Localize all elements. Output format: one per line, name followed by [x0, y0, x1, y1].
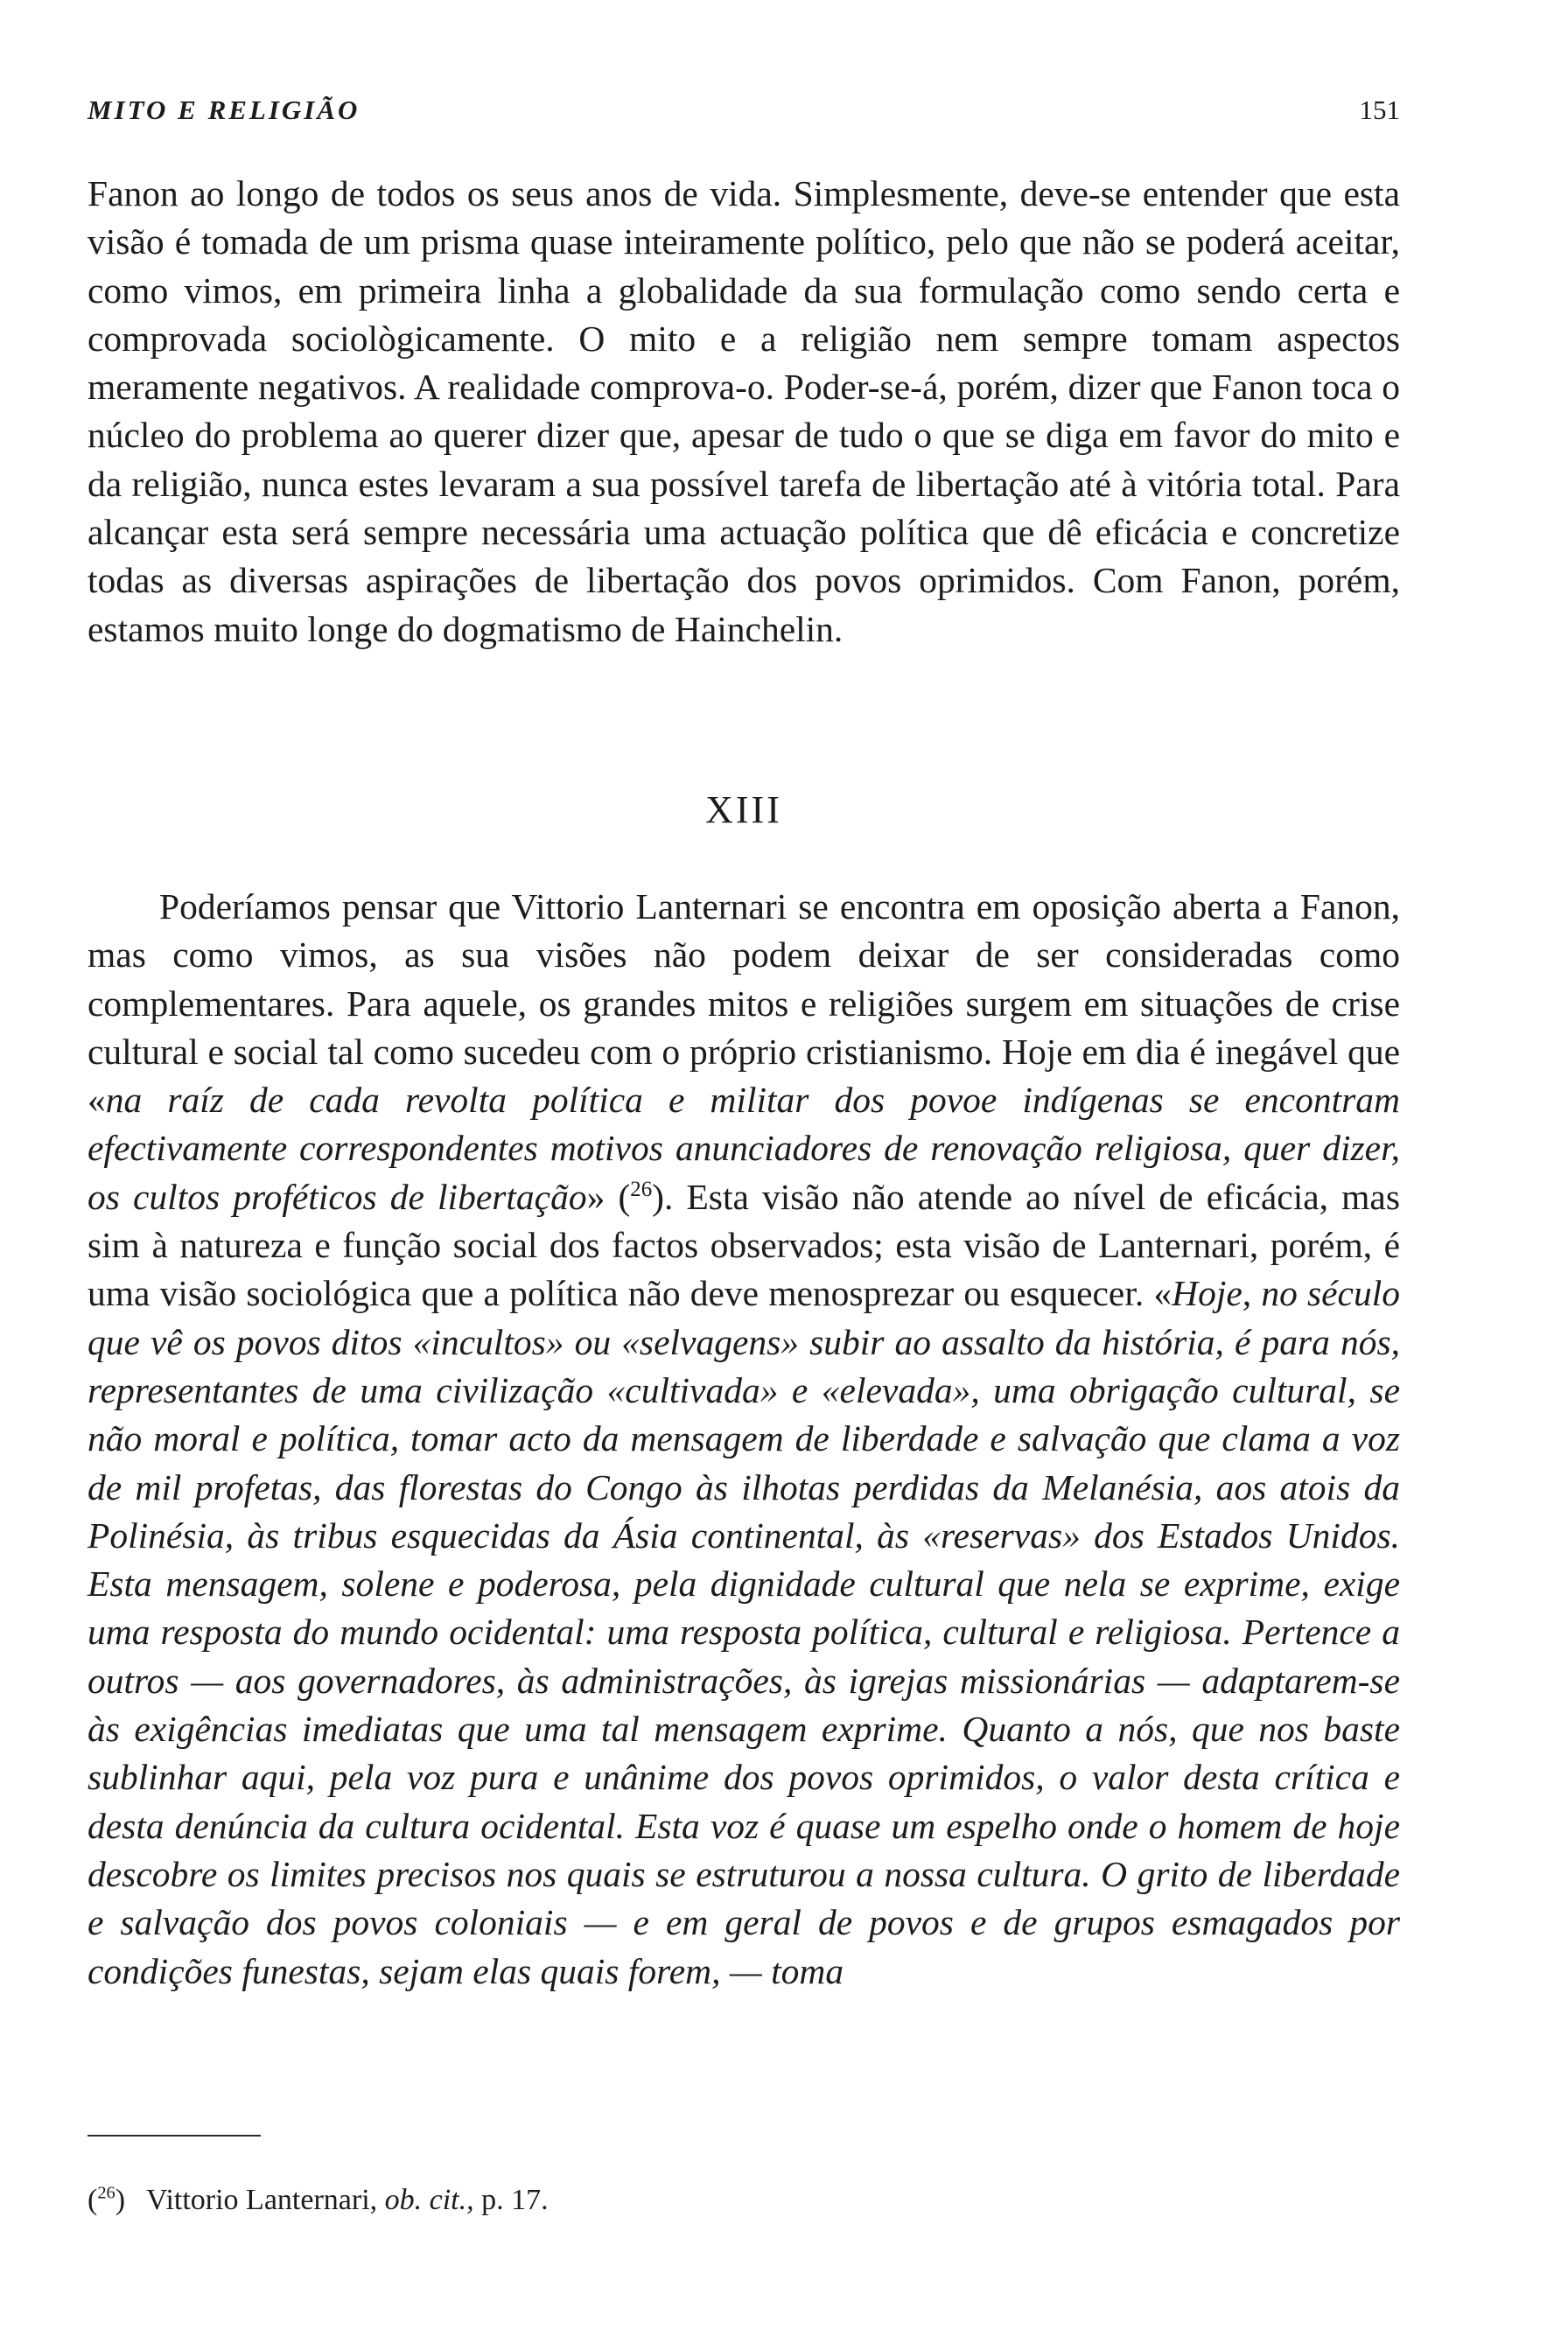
section-heading: XIII [705, 788, 782, 831]
paragraph-intro: Poderíamos pensar que Vittorio Lanternari se encontra em oposição aberta a Fanon, mas como vimos, as sua visões não podem deixar de ser consideradas como complementares. Para aquele, os grandes mitos e religiões surgem em situações de crise cultural e social tal como sucedeu com o próprio cristianismo. Hoje em dia é inegável que « [88, 886, 1400, 1121]
footnote-author: Vittorio Lanternari, [145, 2184, 378, 2216]
quotation-2: Hoje, no século que vê os povos ditos «incultos» ou «selvagens» subir ao assalto da história, é para nós, representantes de uma civilização «cultivada» e «elevada», uma obrigação cultural, se não moral e política, tomar acto da mensagem de liberdade e salvação que clama a voz de mil profetas, das florestas do Congo às ilhotas perdidas da Melanésia, aos atois da Polinésia, às tribus esquecidas da Ásia continental, às «reservas» dos Estados Unidos. Esta mensagem, solene e poderosa, pela dignidade cultural que nela se exprime, exige uma resposta do mundo ocidental: uma resposta política, cultural e religiosa. Pertence a outros — aos governadores, às administrações, às igrejas missionárias — adaptarem-se às exigências imediatas que uma tal mensagem exprime. Quanto a nós, que nos baste sublinhar aqui, pela voz pura e unânime dos povos oprimidos, o valor desta crítica e desta denúncia da cultura ocidental. Esta voz é quase um espelho onde o homem de hoje descobre os limites precisos nos quais se estruturou a nossa cultura. O grito de liberdade e salvação dos povos coloniais — e em geral de povos e de grupos esmagados por condições funestas, sejam elas quais forem, — toma [88, 1273, 1400, 1991]
quotation-1: na raíz de cada revolta política e militar dos povoe indígenas se encontram efectivamente correspondentes motivos anunciadores de renovação religiosa, quer dizer, os cultos proféticos de libertação [88, 1080, 1400, 1217]
footnote-marker: ($^{26}$) [88, 2183, 126, 2216]
footnote-marker-number: 26 [97, 2183, 116, 2203]
paragraph-middle: ). Esta visão não atende ao nível de eficácia, mas sim à natureza e função social dos factos observados; esta visão de Lanternari, porém, é uma visão sociológica que a política não deve menosprezar ou esquecer. « [88, 1176, 1400, 1314]
footnote-work: ob. cit., [384, 2184, 474, 2216]
paragraph-text [88, 883, 1400, 1996]
running-header [88, 94, 1400, 129]
footnote-ref: 26 [630, 1177, 653, 1201]
paragraph-section-xiii [88, 883, 1400, 1996]
paragraph-text: Fanon ao longo de todos os seus anos de vida. Simplesmente, deve-se entender que esta visão é tomada de um prisma quase inteiramente político, pelo que não se poderá aceitar, como vimos, em primeira linha a globalidade da sua formulação como sendo certa e comprovada sociològicamente. O mito e a religião nem sempre tomam aspectos meramente negativos. A realidade comprova-o. Poder-se-á, porém, dizer que Fanon toca o núcleo do problema ao querer dizer que, apesar de tudo o que se diga em favor do mito e da religião, nunca estes levaram a sua possível tarefa de libertação até à vitória total. Para alcançar esta será sempre necessária uma actuação política que dê eficácia e concretize todas as diversas aspirações de libertação dos povos oprimidos. Com Fanon, porém, estamos muito longe do dogmatismo de Hainchelin. [88, 173, 1400, 649]
running-title: MITO E RELIGIÃO [88, 94, 360, 125]
paragraph-continuation [88, 170, 1400, 654]
footnote [88, 2184, 549, 2217]
quote-close: » ( [586, 1176, 631, 1217]
page-number: 151 [1359, 94, 1400, 125]
footnote-page: p. 17. [481, 2184, 549, 2216]
footnote-divider [88, 2135, 261, 2137]
